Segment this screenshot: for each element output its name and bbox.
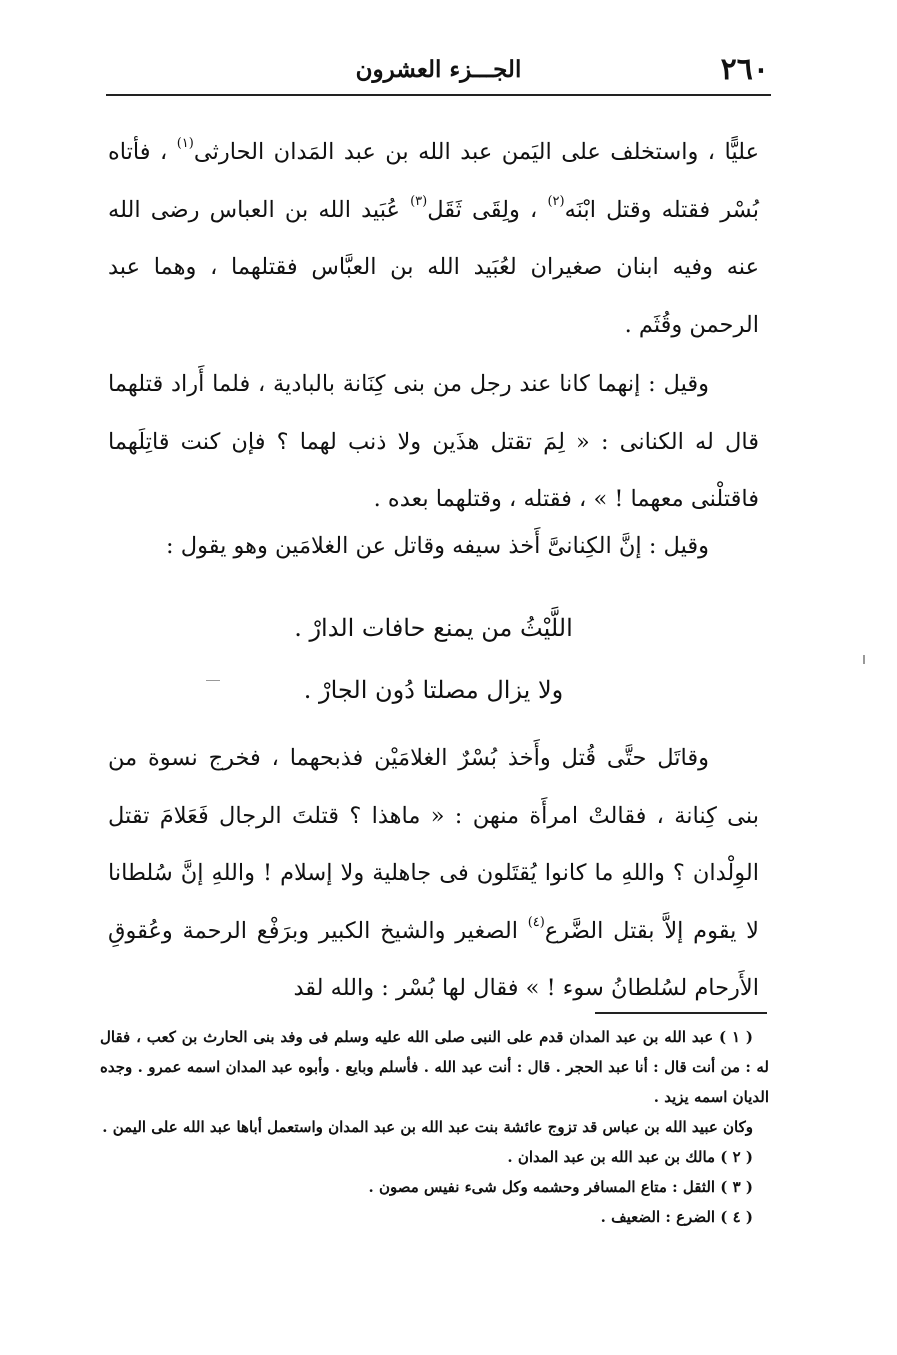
header-rule (106, 94, 771, 96)
footnote-4: ( ٤ ) الضرع : الضعيف . (600, 1208, 753, 1226)
paragraph-1-text-b: ، فأتاه بُسْر فقتله وقتل ابْنَه (108, 139, 759, 223)
verse-line-1: اللَّيْثُ من يمنع حافات الدارْ . (294, 614, 573, 642)
paragraph-3: وقيل : إنَّ الكِنانىَّ أَخذ سيفه وقاتل عن الغلامَين وهو يقول : (166, 533, 709, 559)
footnote-ref-1: (١) (176, 136, 194, 151)
paragraph-4 (108, 730, 759, 1018)
footnote-1: ( ١ ) عبد الله بن عبد المدان قدم على النبى صلى الله عليه وسلم فى وفد بنى الحارث بن كعب ، فقال له : من أنت قال : أنا عبد الحجر . قال : أنت عبد الله . فأسلم وبايع . وأبوه عبد المدان اسمه عمرو . وجده الديان اسمه يزيد . (100, 1028, 769, 1106)
paragraph-2: وقيل : إنهما كانا عند رجل من بنى كِنَانة بالبادية ، فلما أَراد قتلهما قال له الكنانى : « لِمَ تقتل هذَين ولا ذنب لهما ؟ فإن كنت قاتِلَهما فاقتلْنى معهما ! » ، فقتله ، وقتلهما بعده . (108, 371, 759, 512)
footnotes (100, 1022, 769, 1232)
footnote-ref-2: (٢) (547, 193, 565, 209)
footnote-3: ( ٣ ) الثقل : متاع المسافر وحشمه وكل شىء نفيس مصون . (368, 1178, 753, 1196)
print-speck (863, 655, 865, 664)
footnote-1-continued: وكان عبيد الله بن عباس قد تزوج عائشة بنت عبد الله بن عبد المدان واستعمل أباها عبد الله على اليمن . (102, 1118, 753, 1136)
footnote-2: ( ٢ ) مالك بن عبد الله بن عبد المدان . (507, 1148, 753, 1166)
print-speck (206, 680, 220, 681)
paragraph-4-text-b: الصغير والشيخ الكبير وبرَفْع الرحمة وعُقوقِ الأَرحام لسُلطانُ سوء ! » فقال لها بُسْر : والله لقد (108, 917, 759, 1001)
paragraph-1 (108, 124, 759, 354)
paragraph-4-text-a: وقاتَل حتَّى قُتل وأَخذ بُسْرٌ الغلامَيْن فذبحهما ، فخرج نسوة من بنى كِنانة ، فقالتْ امرأَة منهن : « ماهذا ؟ قتلتَ الرجال فَعَلامَ تقتل الوِلْدان ؟ واللهِ ما كانوا يُقتَلون فى جاهلية ولا إسلام ! واللهِ إنَّ سُلطانا لا يقوم إلاَّ بقتل الضَّرع (108, 745, 759, 944)
paragraph-1-text-d: عُبَيد الله بن العباس رضى الله عنه وفيه ابنان صغيران لعُبَيد الله بن العبَّاس فقتلهما ، وهما عبد الرحمن وقُثَم . (108, 196, 759, 338)
page-number: ٢٦٠ (720, 52, 769, 87)
verse-line-2: ولا يزال مصلتا دُون الجارْ . (303, 676, 564, 704)
footnote-ref-4: (٤) (527, 914, 545, 930)
page-header (108, 52, 769, 88)
footnote-rule (595, 1012, 767, 1014)
running-title: الجـــزء العشرون (355, 56, 522, 83)
footnote-ref-3: (٣) (410, 193, 428, 209)
paragraph-1-text-c: ، ولِقَى ثَقَل (427, 196, 548, 223)
paragraph-1-text-a: عليًّا ، واستخلف على اليَمن عبد الله بن عبد المَدان الحارثى (193, 139, 759, 165)
